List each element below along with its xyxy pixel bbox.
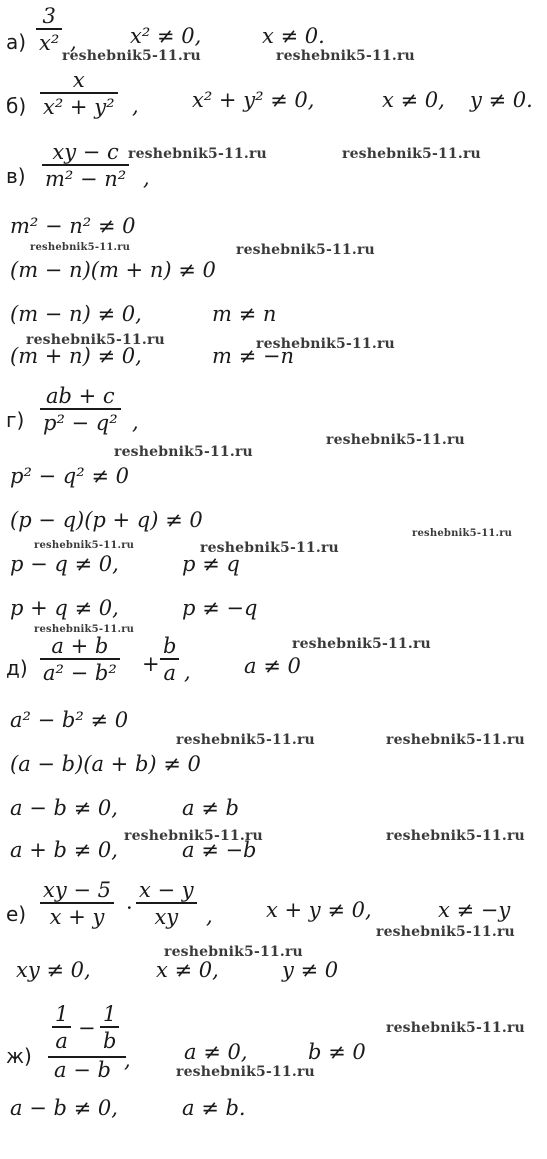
step: p ≠ q — [182, 552, 240, 576]
step: a ≠ b. — [182, 1096, 246, 1120]
step: p ≠ −q — [182, 596, 258, 620]
watermark: reshebnik5-11.ru — [62, 48, 201, 64]
step: (m − n)(m + n) ≠ 0 — [10, 258, 216, 282]
denominator: p² − q² — [43, 410, 118, 435]
step: a ≠ −b — [182, 838, 257, 862]
operator: − — [78, 1016, 96, 1040]
fraction-e-2 — [136, 878, 197, 930]
numerator: b — [163, 634, 177, 658]
fraction-e-1 — [40, 878, 114, 930]
numerator: 1 — [103, 1002, 117, 1026]
watermark: reshebnik5-11.ru — [176, 732, 315, 748]
watermark: reshebnik5-11.ru — [412, 528, 513, 539]
step: a − b ≠ 0, — [10, 1096, 118, 1120]
watermark: reshebnik5-11.ru — [164, 944, 303, 960]
watermark: reshebnik5-11.ru — [124, 828, 263, 844]
watermark: reshebnik5-11.ru — [34, 540, 135, 551]
fraction-d-2 — [160, 634, 179, 686]
denominator: x + y — [49, 904, 105, 929]
denominator: xy — [154, 904, 179, 929]
condition: x ≠ 0, — [382, 88, 445, 112]
denominator: a — [163, 660, 176, 685]
condition: , — [132, 94, 139, 118]
item-label-b: б) — [6, 94, 27, 118]
numerator: x — [72, 68, 85, 92]
watermark: reshebnik5-11.ru — [34, 624, 135, 635]
fraction-v — [42, 140, 129, 192]
inner-fraction-2 — [100, 1002, 119, 1054]
denominator: a − b — [54, 1058, 111, 1082]
denominator: m² − n² — [45, 166, 127, 191]
condition: x² ≠ 0, — [130, 24, 202, 48]
step: m ≠ −n — [212, 344, 294, 368]
item-label-g: г) — [6, 408, 25, 432]
watermark: reshebnik5-11.ru — [342, 146, 481, 162]
step: p² − q² ≠ 0 — [10, 464, 129, 488]
item-label-zh: ж) — [6, 1044, 32, 1068]
watermark: reshebnik5-11.ru — [256, 336, 395, 352]
numerator: xy − 5 — [43, 878, 112, 902]
fraction-b — [40, 68, 118, 120]
watermark: reshebnik5-11.ru — [236, 242, 375, 258]
condition: , — [124, 1048, 131, 1072]
watermark: reshebnik5-11.ru — [200, 540, 339, 556]
watermark: reshebnik5-11.ru — [376, 924, 515, 940]
step: y ≠ 0 — [282, 958, 339, 982]
watermark: reshebnik5-11.ru — [176, 1064, 315, 1080]
numerator: 3 — [42, 4, 56, 28]
watermark: reshebnik5-11.ru — [128, 146, 267, 162]
watermark: reshebnik5-11.ru — [386, 732, 525, 748]
condition: x + y ≠ 0, — [266, 898, 372, 922]
numerator: xy − c — [52, 140, 119, 164]
watermark: reshebnik5-11.ru — [276, 48, 415, 64]
condition: b ≠ 0 — [308, 1040, 366, 1064]
step: m ≠ n — [212, 302, 277, 326]
condition: x ≠ −y — [438, 898, 511, 922]
fraction-g — [40, 384, 121, 436]
step: a² − b² ≠ 0 — [10, 708, 129, 732]
condition: x ≠ 0. — [262, 24, 325, 48]
denominator: a — [55, 1028, 68, 1053]
denominator: x² — [39, 30, 60, 55]
fraction-a — [36, 4, 62, 56]
step: p − q ≠ 0, — [10, 552, 119, 576]
watermark: reshebnik5-11.ru — [30, 242, 131, 253]
watermark: reshebnik5-11.ru — [386, 828, 525, 844]
inner-fraction-1 — [52, 1002, 71, 1054]
denominator: b — [103, 1028, 117, 1053]
condition: , — [132, 410, 139, 434]
item-label-a: а) — [6, 30, 27, 54]
condition: , — [184, 660, 191, 684]
step: (m − n) ≠ 0, — [10, 302, 142, 326]
step: a − b ≠ 0, — [10, 796, 118, 820]
condition: x² + y² ≠ 0, — [192, 88, 315, 112]
step: a ≠ b — [182, 796, 239, 820]
step: xy ≠ 0, — [16, 958, 91, 982]
denominator: x² + y² — [43, 94, 115, 119]
numerator: ab + c — [46, 384, 115, 408]
denominator: a² − b² — [43, 660, 117, 685]
step: m² − n² ≠ 0 — [10, 214, 136, 238]
watermark: reshebnik5-11.ru — [386, 1020, 525, 1036]
condition: , — [143, 166, 150, 190]
condition: y ≠ 0. — [470, 88, 533, 112]
step: (m + n) ≠ 0, — [10, 344, 142, 368]
step: (a − b)(a + b) ≠ 0 — [10, 752, 201, 776]
operator: + — [142, 652, 160, 676]
condition: a ≠ 0 — [244, 654, 301, 678]
watermark: reshebnik5-11.ru — [326, 432, 465, 448]
step: x ≠ 0, — [156, 958, 219, 982]
step: (p − q)(p + q) ≠ 0 — [10, 508, 203, 532]
watermark: reshebnik5-11.ru — [114, 444, 253, 460]
condition: , — [206, 904, 213, 928]
watermark: reshebnik5-11.ru — [26, 332, 165, 348]
item-label-d: д) — [6, 656, 28, 680]
step: a + b ≠ 0, — [10, 838, 118, 862]
fraction-d-1 — [40, 634, 120, 686]
condition: , — [70, 30, 77, 54]
condition: a ≠ 0, — [184, 1040, 248, 1064]
operator: · — [126, 896, 133, 920]
item-label-v: в) — [6, 164, 26, 188]
numerator: a + b — [51, 634, 109, 658]
watermark: reshebnik5-11.ru — [292, 636, 431, 652]
numerator: 1 — [55, 1002, 69, 1026]
step: p + q ≠ 0, — [10, 596, 119, 620]
numerator: x − y — [139, 878, 194, 902]
item-label-e: е) — [6, 902, 27, 926]
